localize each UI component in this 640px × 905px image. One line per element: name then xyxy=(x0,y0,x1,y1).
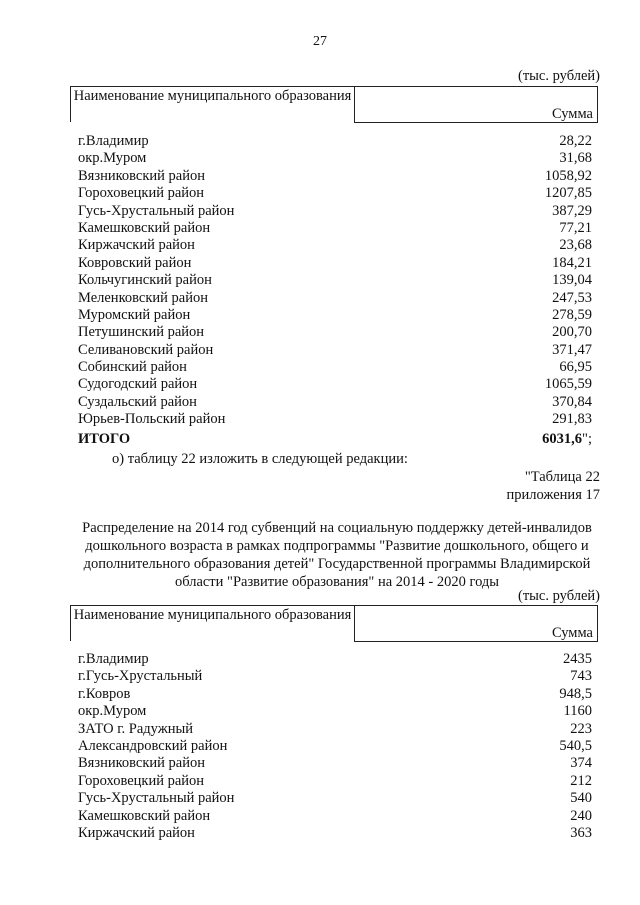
table-row xyxy=(78,668,592,685)
table-row xyxy=(78,790,592,807)
table-reference-line2: приложения 17 xyxy=(506,487,600,503)
table2-title-line: дошкольного возраста в рамках подпрограммы "Развитие дошкольного, общего и xyxy=(85,538,589,554)
table2-title-line: дополнительного образования детей" Государственной программы Владимирской xyxy=(83,556,591,572)
table-row xyxy=(78,203,592,220)
row-value: 370,84 xyxy=(552,393,592,410)
row-name: Собинский район xyxy=(78,359,187,376)
row-name: г.Владимир xyxy=(78,133,149,149)
table-row xyxy=(78,307,592,324)
row-name: Селивановский район xyxy=(78,341,214,358)
instruction-text: о) таблицу 22 изложить в следующей редакции: xyxy=(112,451,408,467)
row-value: 743 xyxy=(570,668,592,685)
table-row xyxy=(78,168,592,185)
table-row xyxy=(78,721,592,738)
table2-header xyxy=(70,605,598,641)
row-value: 387,29 xyxy=(552,202,592,219)
table2-header-name: Наименование муниципального образования xyxy=(73,607,352,623)
table1-total-value: 6031,6 xyxy=(542,431,583,447)
row-value: 371,47 xyxy=(552,341,592,358)
row-name: Вязниковский район xyxy=(78,755,205,772)
table1-header-sum: Сумма xyxy=(551,106,593,122)
row-name: Гороховецкий район xyxy=(78,772,205,789)
table-row xyxy=(78,324,592,341)
table2-title-line: Распределение на 2014 год субвенций на социальную поддержку детей-инвалидов xyxy=(82,520,592,536)
row-name: г.Гусь-Хрустальный xyxy=(78,668,203,685)
row-name: Гороховецкий район xyxy=(78,185,205,202)
row-value: 363 xyxy=(570,824,592,841)
table2-header-sum: Сумма xyxy=(551,625,593,641)
row-name: ЗАТО г. Радужный xyxy=(78,720,194,737)
table-row xyxy=(78,651,592,668)
table-row xyxy=(78,133,592,150)
row-name: Камешковский район xyxy=(78,219,211,236)
row-name: Кольчугинский район xyxy=(78,272,212,289)
row-value: 139,04 xyxy=(552,272,592,289)
row-name: Гусь-Хрустальный район xyxy=(78,202,235,219)
table-row xyxy=(78,185,592,202)
row-value: 66,95 xyxy=(559,359,592,376)
row-value: 200,70 xyxy=(552,324,592,341)
row-value: 540 xyxy=(570,790,592,807)
page-number: 27 xyxy=(313,34,327,49)
table-reference-line1: "Таблица 22 xyxy=(524,469,600,485)
table1-header xyxy=(70,86,598,122)
row-name: Камешковский район xyxy=(78,807,211,824)
row-name: Вязниковский район xyxy=(78,167,205,184)
table-row xyxy=(78,773,592,790)
row-name: Юрьев-Польский район xyxy=(78,411,226,428)
table2-units: (тыс. рублей) xyxy=(518,588,600,604)
row-value: 1160 xyxy=(563,703,592,720)
table1-total-suffix: "; xyxy=(582,431,592,447)
row-value: 212 xyxy=(570,772,592,789)
table-row xyxy=(78,394,592,411)
table-row xyxy=(78,411,592,428)
table-reference xyxy=(507,468,600,504)
table1-total-label: ИТОГО xyxy=(78,431,131,447)
row-name: Судогодский район xyxy=(78,376,198,393)
table-row xyxy=(78,755,592,772)
row-name: Петушинский район xyxy=(78,324,205,341)
row-name: окр.Муром xyxy=(78,150,147,167)
row-value: 374 xyxy=(570,755,592,772)
row-name: г.Ковров xyxy=(78,685,131,702)
row-value: 1207,85 xyxy=(544,185,592,202)
table1-header-name: Наименование муниципального образования xyxy=(73,88,352,104)
row-name: окр.Муром xyxy=(78,703,147,720)
row-value: 948,5 xyxy=(559,685,592,702)
table-row xyxy=(78,825,592,842)
table-row xyxy=(78,290,592,307)
table2-title xyxy=(70,519,604,591)
row-name: Суздальский район xyxy=(78,393,197,410)
row-value: 240 xyxy=(570,807,592,824)
table2-title-line: области "Развитие образования" на 2014 - 2020 годы xyxy=(174,574,500,590)
row-value: 291,83 xyxy=(552,411,592,428)
table-row xyxy=(78,359,592,376)
row-value: 23,68 xyxy=(559,237,592,254)
table-row xyxy=(78,376,592,393)
row-name: Меленковский район xyxy=(78,289,208,306)
table-row xyxy=(78,808,592,825)
row-name: г.Владимир xyxy=(78,651,149,667)
row-name: Гусь-Хрустальный район xyxy=(78,790,235,807)
table-row xyxy=(78,237,592,254)
row-value: 31,68 xyxy=(559,150,592,167)
table-row xyxy=(78,738,592,755)
table-row xyxy=(78,342,592,359)
table-row xyxy=(78,686,592,703)
row-value: 278,59 xyxy=(552,306,592,323)
table-row xyxy=(78,703,592,720)
row-value: 223 xyxy=(570,720,592,737)
row-name: Александровский район xyxy=(78,737,228,754)
table2-rows xyxy=(78,651,592,842)
row-name: Киржачский район xyxy=(78,237,195,254)
row-value: 247,53 xyxy=(552,289,592,306)
table1-total-row xyxy=(78,431,592,448)
row-value: 540,5 xyxy=(559,737,592,754)
row-value: 1065,59 xyxy=(544,376,592,393)
table-row xyxy=(78,150,592,167)
row-value: 2435 xyxy=(563,651,592,667)
table-row xyxy=(78,255,592,272)
row-value: 28,22 xyxy=(559,133,592,149)
row-name: Муромский район xyxy=(78,306,191,323)
row-value: 1058,92 xyxy=(544,167,592,184)
row-name: Ковровский район xyxy=(78,254,192,271)
table-row xyxy=(78,272,592,289)
row-value: 77,21 xyxy=(559,219,592,236)
table1-rows xyxy=(78,133,592,429)
row-value: 184,21 xyxy=(552,254,592,271)
table-row xyxy=(78,220,592,237)
table1-units: (тыс. рублей) xyxy=(518,68,600,84)
row-name: Киржачский район xyxy=(78,824,195,841)
